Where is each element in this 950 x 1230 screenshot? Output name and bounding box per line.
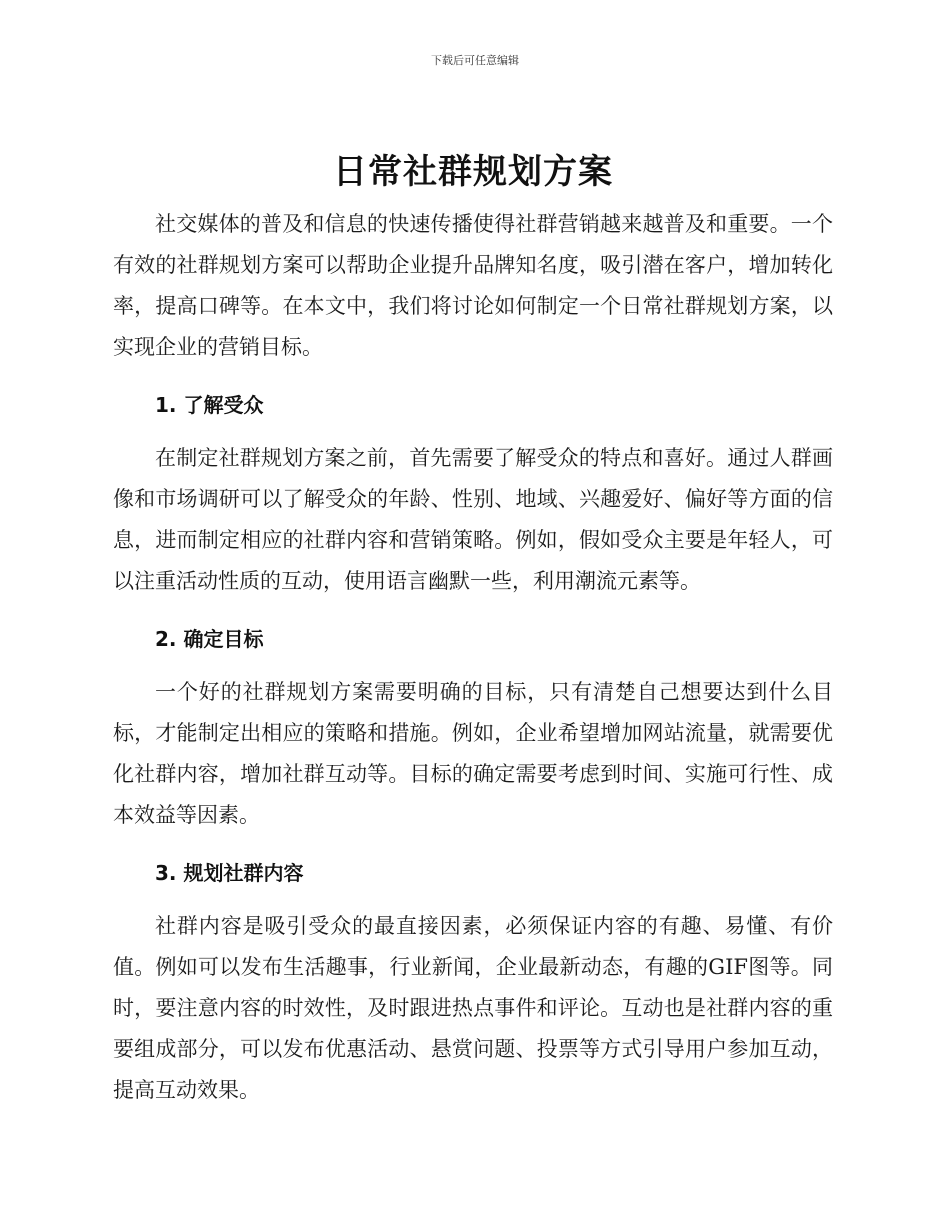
document-body <box>113 150 833 1111</box>
intro-paragraph: 社交媒体的普及和信息的快速传播使得社群营销越来越普及和重要。一个有效的社群规划方案可以帮助企业提升品牌知名度，吸引潜在客户，增加转化率，提高口碑等。在本文中，我们将讨论如何制定一个日常社群规划方案，以实现企业的营销目标。 <box>113 212 833 359</box>
section-heading-goals: 2. 确定目标 <box>155 627 264 651</box>
section-heading-content-plan: 3. 规划社群内容 <box>155 861 304 885</box>
section-heading-audience: 1. 了解受众 <box>155 393 264 417</box>
section-body-audience: 在制定社群规划方案之前，首先需要了解受众的特点和喜好。通过人群画像和市场调研可以了解受众的年龄、性别、地域、兴趣爱好、偏好等方面的信息，进而制定相应的社群内容和营销策略。例如，假如受众主要是年轻人，可以注重活动性质的互动，使用语言幽默一些，利用潮流元素等。 <box>113 446 833 593</box>
section-body-goals: 一个好的社群规划方案需要明确的目标，只有清楚自己想要达到什么目标，才能制定出相应的策略和措施。例如，企业希望增加网站流量，就需要优化社群内容，增加社群互动等。目标的确定需要考虑到时间、实施可行性、成本效益等因素。 <box>113 680 833 827</box>
header-note: 下载后可任意编辑 <box>431 54 519 67</box>
document-title: 日常社群规划方案 <box>333 152 613 192</box>
section-body-content-plan: 社群内容是吸引受众的最直接因素，必须保证内容的有趣、易懂、有价值。例如可以发布生活趣事，行业新闻，企业最新动态，有趣的GIF图等。同时，要注意内容的时效性，及时跟进热点事件和评论。互动也是社群内容的重要组成部分，可以发布优惠活动、悬赏问题、投票等方式引导用户参加互动，提高互动效果。 <box>113 914 833 1102</box>
